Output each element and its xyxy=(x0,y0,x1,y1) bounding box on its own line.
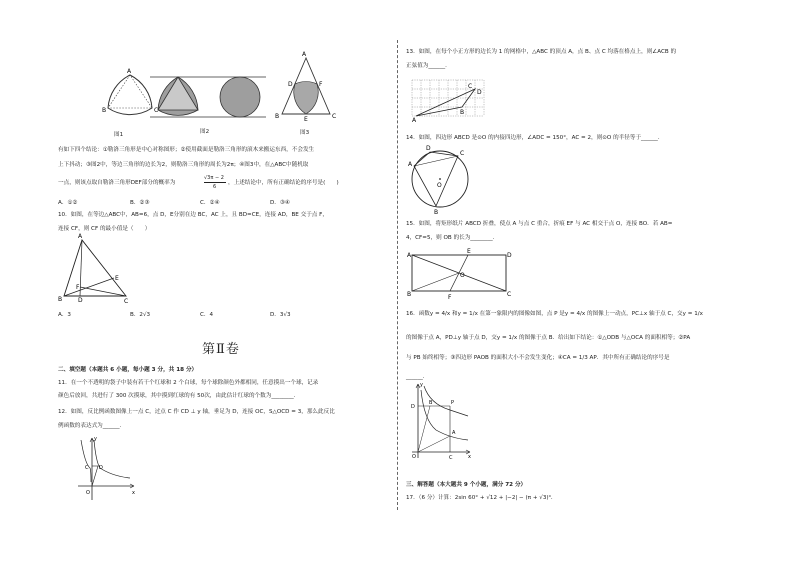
fig3-label-a: A xyxy=(302,51,307,58)
q10-label-d: D xyxy=(78,297,83,304)
solve-section-heading: 三、解答题（本大题共 9 个小题，满分 72 分） xyxy=(406,482,527,488)
right-column xyxy=(406,0,736,562)
q12-label-o: O xyxy=(86,490,90,496)
q10-label-c: C xyxy=(124,298,129,305)
q14-label-b: B xyxy=(434,209,439,216)
fig3-label-c: C xyxy=(332,113,337,120)
q15-label-a: A xyxy=(407,252,412,259)
q14-label-o: O xyxy=(437,182,442,189)
q15-label-c: C xyxy=(507,291,512,298)
q12-label-c: C xyxy=(85,465,89,471)
q16-label-a: A xyxy=(452,430,456,436)
q9-frac-num: √3π − 2 xyxy=(204,175,224,181)
q12-line-2: 例函数的表达式为______. xyxy=(58,423,122,429)
fill-in-section-heading: 二、填空题（本题共 6 小题，每小题 3 分，共 18 分） xyxy=(58,367,198,373)
q15-label-d: D xyxy=(507,252,512,259)
q13-label-b: B xyxy=(460,109,465,116)
q9-line-1: 有如下四个结论：①勒洛三角形是中心对称图形；②使用截面是勒洛三角形的滚木来搬运东西，不会发生 xyxy=(58,147,315,153)
q16-line-4: ______. xyxy=(406,374,425,380)
q14-circle-figure xyxy=(408,145,478,216)
figure-3-triangle xyxy=(275,51,337,123)
q15-label-o: O xyxy=(460,272,465,279)
fig1-caption: 图1 xyxy=(114,132,124,138)
fig3-label-e: E xyxy=(304,116,308,123)
q16-label-o: O xyxy=(412,454,416,460)
q16-line-2: 的图像于点 A，PD⊥y 轴于点 D，交y = 1/x 的图像于点 B．给出如下结论：①△ODB 与△OCA 的面积相等；②PA xyxy=(406,335,691,341)
q16-line-1: 16．函数y = 4/x 和y = 1/x 在第一象限内的图像如图，点 P 是y = 4/x 的图像上一动点，PC⊥x 轴于点 C，交y = 1/x xyxy=(406,311,703,317)
q15-line-2: 4，CF=5，则 OB 的长为________. xyxy=(406,235,495,241)
q17-line: 17．（6 分）计算：2sin 60° + √12 + |−2| − (π + √3)⁰． xyxy=(406,495,557,501)
fig1-label-a: A xyxy=(127,68,132,75)
q16-label-b: B xyxy=(429,400,433,406)
q13-line-2: 正弦值为______. xyxy=(406,63,447,69)
q9-option-a[interactable]: A．①② xyxy=(58,200,78,206)
q13-label-d: D xyxy=(477,89,482,96)
q10-label-a: A xyxy=(78,233,83,240)
q9-line-2: 上下抖动；③图2中，等边三角形的边长为2，则勒洛三角形的周长为2π；④图3中，在△ABC中随机取 xyxy=(58,162,309,168)
q14-label-a: A xyxy=(408,161,413,168)
q10-label-f: F xyxy=(76,284,80,291)
fig2-caption: 图2 xyxy=(200,129,210,135)
q10-label-b: B xyxy=(58,296,63,303)
q15-rectangle-figure xyxy=(407,248,516,301)
q16-label-p: P xyxy=(451,400,455,406)
q16-label-x: x xyxy=(468,454,471,460)
q13-label-a: A xyxy=(412,117,417,124)
q12-label-d: D xyxy=(99,465,103,471)
q13-label-c: C xyxy=(468,83,473,90)
q10-option-b[interactable]: B．2√3 xyxy=(130,312,151,318)
q12-line-1: 12．如图，反比例函数图像上一点 C，过点 C 作 CD ⊥ y 轴，垂足为 D，连接 OC，S△OCD = 3，那么此反比 xyxy=(58,409,335,415)
q16-graph xyxy=(410,382,472,460)
q9-frac-den: 6 xyxy=(213,184,217,190)
q10-option-c[interactable]: C．4 xyxy=(200,312,214,318)
q14-label-d: D xyxy=(426,145,431,152)
q10-line-2: 连接 CF，则 CF 的最小值是（ ） xyxy=(58,226,151,232)
q16-label-d: D xyxy=(411,404,415,410)
q15-label-f: F xyxy=(448,294,452,301)
q15-line-1: 15．如图，将矩形纸片 ABCD 折叠，使点 A 与点 C 重合，折痕 EF 与 AC 相交于点 O，连接 BO．若 AB= xyxy=(406,221,673,227)
q11-line-2: 颜色后放回，共进行了 300 次摸球，其中摸到红球的有 50次，由此估计红球的个数为________. xyxy=(58,393,296,399)
q14-label-c: C xyxy=(460,150,465,157)
q13-line-1: 13．如图，在每个小正方形的边长为 1 的网格中，△ABC 的顶点 A，点 B、点 C 均落在格点上，则∠ACB 的 xyxy=(406,49,677,55)
fig1-label-c: C xyxy=(154,107,159,114)
q9-option-b[interactable]: B．②③ xyxy=(130,200,150,206)
q12-label-x: x xyxy=(132,490,135,496)
q12-graph xyxy=(78,436,136,504)
q9-line-4: ，上述结论中，所有正确结论的序号是( ) xyxy=(228,180,339,186)
fig3-label-d: D xyxy=(288,81,293,88)
q9-line-3: 一点，则该点取自勒洛三角形DEF部分的概率为 xyxy=(58,180,176,186)
q10-label-e: E xyxy=(115,275,119,282)
fig3-label-b: B xyxy=(275,113,280,120)
q16-label-c: C xyxy=(449,455,453,461)
fig3-caption: 图3 xyxy=(300,130,310,136)
q15-label-e: E xyxy=(467,248,471,255)
q10-option-a[interactable]: A．3 xyxy=(58,312,71,318)
q10-figure xyxy=(58,233,132,305)
fig1-label-b: B xyxy=(102,107,107,114)
q9-option-c[interactable]: C．②④ xyxy=(200,200,220,206)
q11-line-1: 11．在一个不透明的袋子中装有若干个红球和 2 个白球，每个球除颜色外都相同，任意摸出一个球，记录 xyxy=(58,380,319,386)
q15-label-b: B xyxy=(407,291,412,298)
q12-label-y: y xyxy=(94,436,97,442)
part-2-title: 第Ⅱ卷 xyxy=(202,342,240,357)
q14-line: 14．如图，四边形 ABCD 是⊙O 的内接四边形，∠ADC = 150°，AC = 2，则⊙O 的半径等于______. xyxy=(406,135,660,141)
fig3-label-f: F xyxy=(319,81,323,88)
column-divider xyxy=(397,40,398,510)
q9-option-d[interactable]: D．③④ xyxy=(270,200,290,206)
q16-line-3: 与 PB 始终相等；③四边形 PAOB 的面积大小不会发生变化；④CA = 1/3 AP．其中所有正确结论的序号是 xyxy=(406,355,670,361)
q13-grid-figure xyxy=(412,80,492,122)
figure-2-rolling xyxy=(150,74,266,120)
left-column xyxy=(58,0,388,562)
q10-option-d[interactable]: D．3√3 xyxy=(270,312,291,318)
q10-line-1: 10．如图，在等边△ABC中，AB=6，点 D，E分别在边 BC，AC 上，且 BD=CE，连接 AD，BE 交于点 F， xyxy=(58,212,328,218)
q16-label-y: y xyxy=(420,382,423,388)
